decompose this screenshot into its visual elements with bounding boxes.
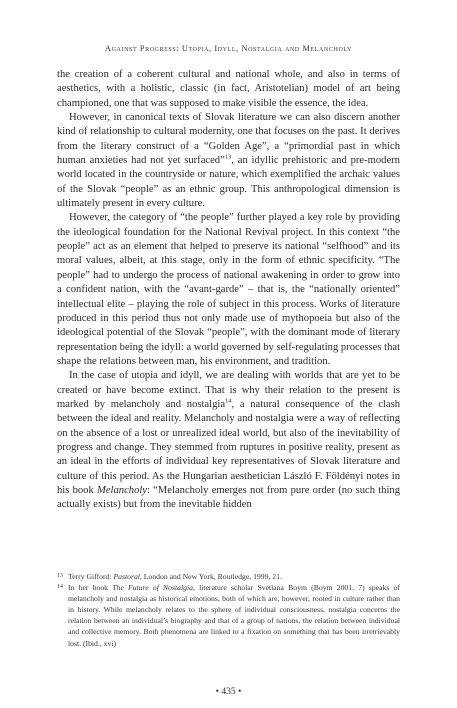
paragraph-2-text-b: , an idyllic prehistoric and pre-modern world located in the countryside or nature, which exemplified the archaic values of the Slovak “people” as an ethnic group. This anthropological dimension is ultimately present in every culture.: [57, 155, 400, 210]
paragraph-4-text-b: , a natural consequence of the clash between the ideal and reality. Melancholy and nostalgia were a way of reflecting on the absence of a lost or unrealized ideal world, but also of the inevitability of progress and change. They stemmed from ruptures in positive reality, present as an ideal in the efforts of individual key representatives of Slovak literature and culture of this period. As the Hungarian aesthetician László F. Földényi notes in his book: [57, 398, 400, 496]
paragraph-2-text-a: However, in canonical texts of Slovak literature we can also discern another kind of relationship to cultural modernity, one that focuses on the past. It derives from the literary construct of a “Golden Age”, a “primordial past in which human anxieties had not yet surfaced”: [57, 112, 400, 167]
paragraph-4: [57, 369, 400, 512]
paragraph-4-text-c: : “Melancholy emerges not from pure order (no such thing actually exists) but from the inevitable hidden: [57, 484, 400, 511]
paragraph-3: However, the category of “the people” further played a key role by providing the ideological foundation for the National Revival project. In this context “the people” act as an element that helped to preserve its national “selfhood” and its moral values, albeit, at this stage, only in the form of ethnic specificity. “The people” had to undergo the process of national awakening in order to grow into a confident nation, with the “avant-garde” – that is, the “nationally oriented” intellectual elite – playing the role of subject in this process. Works of literature produced in this period thus not only made use of mythopoeia but also of the ideological potential of the Slovak “people”, with the dominant mode of literary representation being the idyll: a world governed by self-regulating processes that shape the relations between man, his environment, and tradition.: [57, 212, 401, 367]
footnote-lead: In her book: [68, 583, 113, 593]
note-ref-13: 13: [224, 153, 232, 161]
running-header: Against Progress: Utopia, Idyll, Nostalgia and Melancholy: [105, 44, 352, 53]
footnote-number: 14: [57, 584, 63, 591]
footnote-number: 13: [57, 573, 63, 579]
book-title-melancholy: Melancholy: [97, 484, 148, 496]
paragraph-2: [57, 111, 400, 211]
footnotes: [57, 571, 400, 649]
paragraph-4-text-a: In the case of utopia and idyll, we are dealing with worlds that are yet to be created or have become extinct. That is why their relation to the present is marked by melancholy and nostalgia: [57, 370, 400, 410]
footnote-text: , London and New York, Routledge, 1999, 21.: [139, 572, 282, 581]
page-number: • 435 •: [215, 687, 242, 697]
footnote-13: [57, 571, 400, 582]
paragraph-1: the creation of a coherent cultural and national whole, and also in terms of aesthetics, with a holistic, classic (in fact, Aristotelian) model of art being championed, one that was supposed to make visible the essence, the idea.: [57, 69, 400, 109]
footnote-title: The Future of Nostalgia: [112, 583, 193, 593]
body-text: [57, 68, 400, 513]
footnote-author: Terry Gifford:: [68, 572, 114, 581]
note-ref-14: 14: [225, 397, 232, 405]
footnote-14: [57, 582, 400, 649]
footnote-title: Pastoral: [113, 572, 140, 581]
footnote-text: , literature scholar Svetlana Boym (Boym 2001, 7) speaks of melancholy and nostalgia as historical emotions, both of which are, however, rooted in culture rather than in history. While melancholy relates to the sphere of individual consciousness, nostalgia concerns the relation between an individual’s biography and that of a group of nations, the relation between individual and collective memory. Both phenomena are linked to a fixation on something that has been irretrievably lost. (Ibid., xvi): [68, 583, 400, 648]
